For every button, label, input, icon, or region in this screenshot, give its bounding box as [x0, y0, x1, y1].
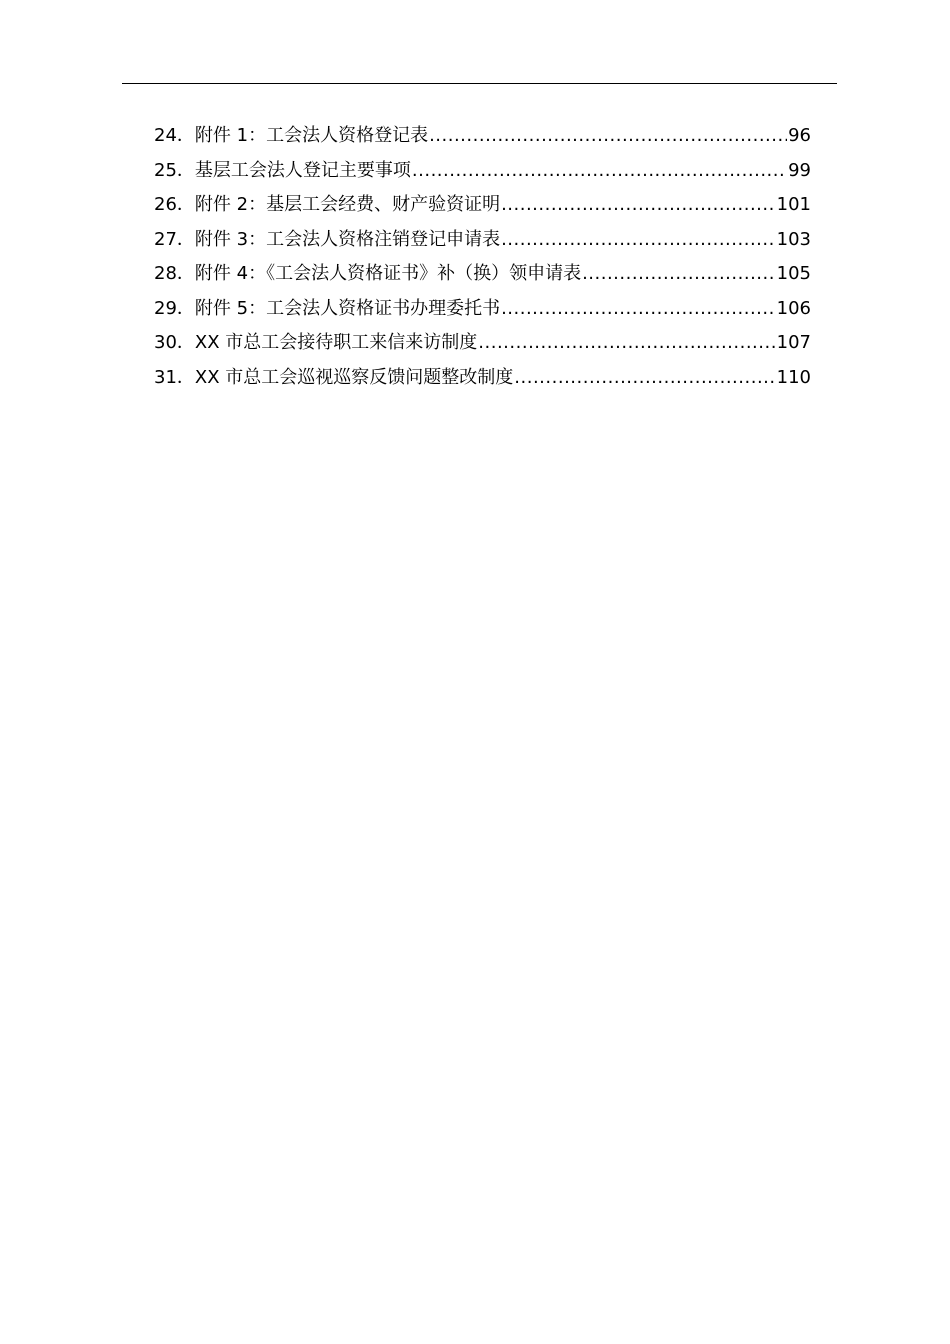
toc-entry-title: 27．附件 3：工会法人资格注销登记申请表 — [154, 228, 501, 250]
toc-entry-title: 28．附件 4：《工会法人资格证书》补（换）领申请表 — [154, 263, 582, 284]
toc-entry-title: 31．XX 市总工会巡视巡察反馈问题整改制度 — [154, 366, 514, 388]
toc-entry-page: 96 — [788, 125, 811, 146]
toc-entry-title: 25．基层工会法人登记主要事项 — [154, 159, 411, 181]
toc-entry-page: 103 — [776, 228, 811, 250]
toc-entry-title: 26．附件 2：基层工会经费、财产验资证明 — [154, 194, 501, 215]
toc-entry[interactable] — [154, 121, 811, 156]
toc-entry-page: 107 — [776, 332, 811, 353]
toc-entry[interactable] — [154, 363, 811, 398]
toc-dot-leader — [501, 294, 776, 324]
toc-dot-leader — [514, 363, 775, 393]
toc-entry-page: 101 — [776, 194, 811, 215]
toc-entry-page: 105 — [776, 263, 811, 284]
toc-entry[interactable] — [154, 259, 811, 294]
toc-entry-page: 99 — [788, 159, 811, 181]
toc-dot-leader — [501, 190, 776, 220]
toc-dot-leader — [429, 121, 787, 151]
toc-entry-page: 110 — [776, 366, 811, 388]
toc-dot-leader — [501, 225, 776, 255]
toc-entry[interactable] — [154, 294, 811, 329]
toc-dot-leader — [412, 156, 787, 186]
table-of-contents — [154, 121, 811, 397]
toc-dot-leader — [582, 259, 776, 289]
toc-entry[interactable] — [154, 225, 811, 260]
header-rule — [122, 83, 837, 84]
toc-entry[interactable] — [154, 190, 811, 225]
toc-entry-page: 106 — [776, 297, 811, 319]
toc-entry-title: 29．附件 5：工会法人资格证书办理委托书 — [154, 297, 501, 319]
toc-entry[interactable] — [154, 328, 811, 363]
toc-entry[interactable] — [154, 156, 811, 191]
toc-entry-title: 30．XX 市总工会接待职工来信来访制度 — [154, 332, 478, 353]
toc-entry-title: 24．附件 1：工会法人资格登记表 — [154, 125, 429, 146]
toc-dot-leader — [478, 328, 775, 358]
